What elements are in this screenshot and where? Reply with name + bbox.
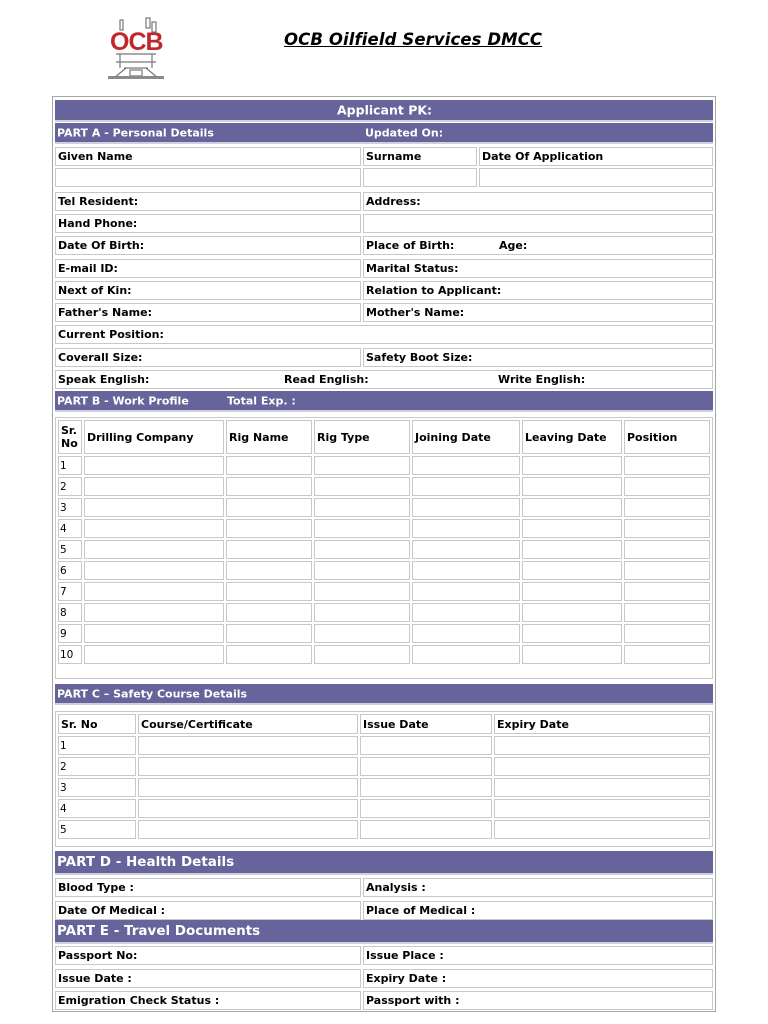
work-table-cell[interactable] [314,582,410,601]
part-b-band [55,391,713,412]
work-table-cell[interactable] [314,519,410,538]
work-table-cell[interactable] [314,540,410,559]
course-col-header: Course/Certificate [138,714,358,734]
company-title: OCB Oilfield Services DMCC [284,30,543,49]
total-exp-label: Total Exp. : [227,394,296,407]
work-table-cell[interactable] [412,645,520,664]
work-col-header: Position [624,420,710,454]
course-table-cell[interactable] [494,820,710,839]
applicant-title: Applicant PK: [337,102,433,118]
work-table-cell[interactable] [314,477,410,496]
work-table-cell[interactable] [624,498,710,517]
date-of-medical-label: Date Of Medical : [55,901,361,920]
course-row-number: 3 [58,778,136,797]
tel-resident-label: Tel Resident: [55,192,361,211]
given-name-input[interactable] [55,168,361,187]
work-table-row [58,603,710,622]
part-b-title: PART B - Work Profile [57,394,189,407]
application-form [52,96,716,1012]
work-table-cell[interactable] [624,519,710,538]
next-of-kin-label: Next of Kin: [55,281,361,300]
coverall-size-label: Coverall Size: [55,348,361,367]
work-table-cell[interactable] [624,456,710,475]
course-row-number: 4 [58,799,136,818]
work-table-cell[interactable] [84,456,224,475]
email-id-label: E-mail ID: [55,259,361,278]
company-logo [106,16,166,82]
work-row-number: 9 [58,624,82,643]
work-table-row [58,624,710,643]
work-table-cell[interactable] [624,561,710,580]
course-table-row [58,799,710,818]
course-table-row [58,736,710,755]
part-e-title: PART E - Travel Documents [57,923,261,939]
course-row-number: 5 [58,820,136,839]
work-table-cell[interactable] [314,603,410,622]
given-name-label: Given Name [55,147,361,166]
course-table-row [58,820,710,839]
work-table-row [58,540,710,559]
work-table-cell[interactable] [412,582,520,601]
write-english-label: Write English: [498,373,586,386]
safety-course-header [58,714,710,734]
work-table-cell[interactable] [226,624,312,643]
course-table-cell[interactable] [494,778,710,797]
age-label: Age: [499,239,528,252]
work-row-number: 2 [58,477,82,496]
work-table-cell[interactable] [84,582,224,601]
work-row-number: 1 [58,456,82,475]
course-table-cell[interactable] [138,736,358,755]
work-col-header: Drilling Company [84,420,224,454]
analysis-label: Analysis : [363,878,713,897]
passport-no-label: Passport No: [55,946,361,965]
work-table-cell[interactable] [84,477,224,496]
part-a-band [55,123,363,144]
work-table-cell[interactable] [226,561,312,580]
address-label: Address: [363,192,713,211]
work-table-cell[interactable] [522,603,622,622]
date-of-application-input[interactable] [479,168,713,187]
work-table-cell[interactable] [84,624,224,643]
fathers-name-label: Father's Name: [55,303,361,322]
work-col-header: Rig Name [226,420,312,454]
work-table-cell[interactable] [314,645,410,664]
work-profile-header [58,420,710,454]
work-table-row [58,582,710,601]
work-table-cell[interactable] [226,603,312,622]
part-c-title: PART C – Safety Course Details [57,687,248,700]
part-e-band [55,920,713,944]
work-row-number: 7 [58,582,82,601]
marital-status-label: Marital Status: [363,259,713,278]
work-table-cell[interactable] [84,540,224,559]
work-table-cell[interactable] [412,477,520,496]
work-table-cell[interactable] [226,456,312,475]
course-table-cell[interactable] [360,736,492,755]
safety-course-body [58,736,710,839]
part-c-band [55,684,713,705]
safety-course-table [55,711,713,847]
work-table-cell[interactable] [624,540,710,559]
work-table-cell[interactable] [226,540,312,559]
date-of-application-label: Date Of Application [479,147,713,166]
work-profile-body [58,456,710,664]
hand-phone-label: Hand Phone: [55,214,361,233]
work-table-row [58,561,710,580]
course-row-number: 1 [58,736,136,755]
work-row-number: 8 [58,603,82,622]
safety-boot-size-label: Safety Boot Size: [363,348,713,367]
work-col-header: Leaving Date [522,420,622,454]
work-row-number: 6 [58,561,82,580]
emigration-check-status-label: Emigration Check Status : [55,991,361,1010]
work-table-cell[interactable] [314,561,410,580]
work-table-cell[interactable] [84,561,224,580]
work-table-cell[interactable] [84,603,224,622]
work-table-cell[interactable] [412,540,520,559]
logo-text: OCB [110,28,163,56]
part-d-band [55,851,713,875]
work-table-cell[interactable] [522,498,622,517]
place-of-birth-label: Place of Birth: [363,236,713,255]
surname-input[interactable] [363,168,477,187]
passport-with-label: Passport with : [363,991,713,1010]
course-table-cell[interactable] [494,757,710,776]
issue-date-label: Issue Date : [55,969,361,988]
work-col-header: Joining Date [412,420,520,454]
relation-to-applicant-label: Relation to Applicant: [363,281,713,300]
work-table-cell[interactable] [226,519,312,538]
work-table-cell[interactable] [624,477,710,496]
expiry-date-label: Expiry Date : [363,969,713,988]
work-table-cell[interactable] [84,498,224,517]
work-table-cell[interactable] [522,645,622,664]
work-profile-table [55,417,713,679]
work-table-cell[interactable] [624,645,710,664]
work-table-cell[interactable] [84,519,224,538]
course-col-header: Sr. No [58,714,136,734]
work-row-number: 5 [58,540,82,559]
work-table-cell[interactable] [84,645,224,664]
course-table-cell[interactable] [360,778,492,797]
course-col-header: Issue Date [360,714,492,734]
work-table-cell[interactable] [226,498,312,517]
work-table-row [58,456,710,475]
course-table-cell[interactable] [360,820,492,839]
current-position-label: Current Position: [55,325,713,344]
work-table-cell[interactable] [522,456,622,475]
course-table-cell[interactable] [138,820,358,839]
work-table-cell[interactable] [412,603,520,622]
course-table-row [58,757,710,776]
part-a-title: PART A - Personal Details [57,126,214,139]
work-row-number: 4 [58,519,82,538]
work-table-row [58,519,710,538]
work-table-cell[interactable] [314,624,410,643]
work-table-cell[interactable] [624,582,710,601]
course-table-cell[interactable] [494,799,710,818]
course-table-cell[interactable] [138,757,358,776]
course-row-number: 2 [58,757,136,776]
speak-english-label: Speak English: [58,373,150,386]
work-table-cell[interactable] [226,645,312,664]
work-table-cell[interactable] [522,540,622,559]
updated-on-label: Updated On: [365,126,444,139]
work-table-cell[interactable] [522,519,622,538]
work-table-cell[interactable] [412,498,520,517]
work-col-header: Rig Type [314,420,410,454]
surname-label: Surname [363,147,477,166]
work-table-cell[interactable] [226,582,312,601]
course-table-cell[interactable] [360,757,492,776]
work-table-row [58,477,710,496]
work-table-cell[interactable] [412,456,520,475]
applicant-band [55,100,713,122]
place-of-medical-label: Place of Medical : [363,901,713,920]
work-table-cell[interactable] [412,561,520,580]
work-table-cell[interactable] [412,519,520,538]
work-table-cell[interactable] [522,624,622,643]
work-table-cell[interactable] [412,624,520,643]
issue-place-label: Issue Place : [363,946,713,965]
work-table-cell[interactable] [226,477,312,496]
work-col-header: Sr. No [58,420,82,454]
work-table-row [58,498,710,517]
work-table-cell[interactable] [314,498,410,517]
work-table-cell[interactable] [624,624,710,643]
course-table-row [58,778,710,797]
work-table-cell[interactable] [522,561,622,580]
read-english-label: Read English: [284,373,369,386]
date-of-birth-label: Date Of Birth: [55,236,361,255]
blood-type-label: Blood Type : [55,878,361,897]
work-table-cell[interactable] [314,456,410,475]
updated-on-band [363,123,713,144]
work-table-cell[interactable] [624,603,710,622]
work-table-cell[interactable] [522,582,622,601]
part-d-title: PART D - Health Details [57,854,235,870]
course-table-cell[interactable] [138,778,358,797]
work-table-cell[interactable] [522,477,622,496]
work-table-row [58,645,710,664]
course-table-cell[interactable] [494,736,710,755]
address-input[interactable] [363,214,713,233]
english-row [55,370,713,389]
mothers-name-label: Mother's Name: [363,303,713,322]
course-table-cell[interactable] [138,799,358,818]
course-col-header: Expiry Date [494,714,710,734]
work-row-number: 10 [58,645,82,664]
course-table-cell[interactable] [360,799,492,818]
work-row-number: 3 [58,498,82,517]
